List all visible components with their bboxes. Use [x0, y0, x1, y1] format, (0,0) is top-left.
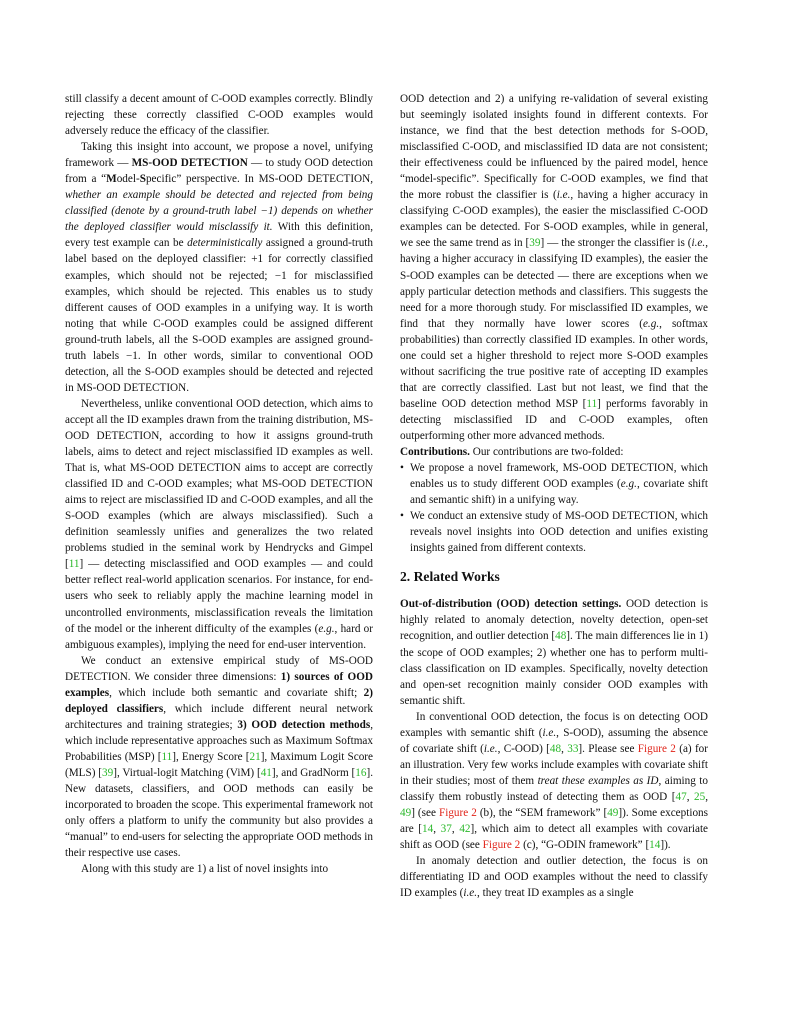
- citation-link[interactable]: 49: [400, 806, 412, 819]
- left-paragraph-5: Along with this study are 1) a list of novel insights into: [81, 863, 329, 876]
- left-paragraph-1: still classify a decent amount of C-OOD examples correctly. Blindly rejecting these correctly classified C-OOD examples would adversely reduce the efficacy of the classifier.: [65, 93, 373, 138]
- left-paragraph-4: We conduct an extensive empirical study of MS-OOD DETECTION. We consider three dimensions: 1) sources of OOD examples, which include both semantic and covariate shift; 2) deployed classifiers, which include different neural network architectures and training strategies; 3) OOD detection methods, which include representative approaches such as Maximum Softmax Probabilities (MSP) [11], Energy Score [21], Maximum Logit Score (MLS) [39], Virtual-logit Matching (ViM) [41], and GradNorm [16]. New datasets, classifiers, and OOD methods can easily be incorporated to broaden the scope. This experimental framework not only offers a platform to unify the community but also provides a “manual” to end-users for selecting the appropriate OOD methods in their respective use cases.: [65, 654, 374, 860]
- section-title-related-works: 2. Related Works: [400, 569, 500, 585]
- bullet-icon: •: [400, 510, 404, 523]
- citation-link[interactable]: 49: [607, 806, 619, 819]
- list-item: • We propose a novel framework, MS-OOD DETECTION, which enables us to study different OOD examples (e.g., covariate shift and semantic shift) in a unifying way.: [400, 462, 708, 507]
- citation-link[interactable]: 39: [102, 766, 114, 779]
- figure-link[interactable]: Figure 2: [637, 742, 676, 755]
- citation-link[interactable]: 42: [459, 823, 471, 836]
- left-paragraph-3: Nevertheless, unlike conventional OOD detection, which aims to accept all the ID examples drawn from the training distribution, MS-OOD DETECTION, according to how it assigns ground-truth labels, aims to detect and reject misclassified ID examples as well. That is, what MS-OOD DETECTION aims to accept are correctly classified ID and C-OOD examples; what MS-OOD DETECTION aims to reject are misclassified ID and C-OOD examples, and all the S-OOD examples (which are always misclassified). Such a definition seamlessly unifies and generalizes the two related problems studied in the seminal work by Hendrycks and Gimpel [11] — detecting misclassified and OOD examples — and could better reflect real-world application scenarios. For instance, for end-users who seek to reliably apply the machine learning model in uncontrolled environments, misclassification reveals the limitation of the model or the inherent difficulty of the examples (e.g., hard or ambiguous examples), implying the need for end-user intervention.: [65, 397, 374, 651]
- figure-link[interactable]: Figure 2: [438, 806, 477, 819]
- right-paragraph-3: In conventional OOD detection, the focus is on detecting OOD examples with semantic shift (i.e., S-OOD), assuming the absence of covariate shift (i.e., C-OOD) [48, 33]. Please see Figure 2 (a) for an illustration. Very few works include examples with covariate shift in their studies; most of them treat these examples as ID, aiming to classify them robustly instead of detecting them as OOD [47, 25, 49] (see Figure 2 (b), the “SEM framework” [49]). Some exceptions are [14, 37, 42], which aim to detect all examples with covariate shift as OOD (see Figure 2 (c), “G-ODIN framework” [14]).: [400, 710, 709, 852]
- contributions-list: [400, 460, 708, 556]
- right-column: [400, 91, 708, 901]
- citation-link[interactable]: 14: [422, 823, 434, 836]
- bullet-icon: •: [400, 462, 404, 475]
- contributions-heading: Contributions. Our contributions are two-folded:: [400, 446, 624, 459]
- left-paragraph-2: Taking this insight into account, we propose a novel, unifying framework — MS-OOD DETECTION — to study OOD detection from a “Model-Specific” perspective. In MS-OOD DETECTION, whether an example should be detected and rejected from being classified (denote by a ground-truth label −1) depends on whether the deployed classifier would misclassify it. With this definition, every test example can be deterministically assigned a ground-truth label based on the deployed classifier: +1 for correctly classified examples, which should not be rejected; −1 for misclassified examples, which should be rejected. This enables us to study different causes of OOD examples in a unifying way. It is worth noting that while C-OOD examples could be assigned different ground-truth labels, all the S-OOD examples are assigned ground-truth labels −1. In other words, similar to conventional OOD detection, all the S-OOD examples should be detected and rejected in MS-OOD DETECTION.: [65, 141, 374, 394]
- citation-link[interactable]: 11: [161, 750, 173, 763]
- citation-link[interactable]: 37: [440, 823, 452, 836]
- citation-link[interactable]: 48: [549, 742, 562, 755]
- citation-link[interactable]: 11: [68, 558, 80, 571]
- figure-link[interactable]: Figure 2: [482, 839, 521, 852]
- citation-link[interactable]: 48: [555, 630, 567, 643]
- citation-link[interactable]: 14: [649, 839, 661, 852]
- citation-link[interactable]: 21: [249, 750, 261, 763]
- citation-link[interactable]: 41: [260, 766, 272, 779]
- citation-link[interactable]: 25: [694, 790, 706, 803]
- right-paragraph-1: OOD detection and 2) a unifying re-validation of several existing but seemingly isolated insights found in different contexts. For instance, we find that the best detection methods for S-OOD, misclassified C-OOD, and misclassified ID data are not consistent; their effectiveness could be influenced by the paired model, hence “model-specific”. Specifically for C-OOD examples, we find that the more robust the classifier is (i.e., having a higher accuracy in classifying C-OOD examples), the easier the misclassified C-OOD examples can be detected. For S-OOD examples, while in general, we see the same trend as in [39] — the stronger the classifier is (i.e., having a higher accuracy in classifying ID examples), the easier the S-OOD examples can be detected — there are exceptions when we apply particular detection methods and classifiers. This suggests the need for a more thorough study. For misclassified ID examples, we find that they normally have lower scores (e.g., softmax probabilities) than correctly classified ID examples. In other words, one could set a higher threshold to reject more S-OOD examples without sacrificing the true positive rate of accepting ID examples that are correctly classified. Last but not least, we find that the baseline OOD detection method MSP [11] performs favorably in detecting misclassified ID and C-OOD examples, often outperforming other more advanced methods.: [400, 93, 708, 442]
- citation-link[interactable]: 39: [529, 237, 541, 250]
- citation-link[interactable]: 11: [586, 397, 598, 410]
- list-item: • We conduct an extensive study of MS-OOD DETECTION, which reveals novel insights into OOD detection and unifies existing insights gained from different contexts.: [400, 510, 709, 555]
- right-paragraph-4: In anomaly detection and outlier detection, the focus is on differentiating ID and OOD examples without the need to classify ID examples (i.e., they treat ID examples as a single: [400, 855, 708, 900]
- left-column: [65, 91, 373, 877]
- citation-link[interactable]: 47: [675, 790, 687, 803]
- right-paragraph-2: Out-of-distribution (OOD) detection settings. OOD detection is highly related to anomaly detection, novelty detection, open-set recognition, and outlier detection [48]. The main differences lie in 1) the scope of OOD examples; 2) whether one has to perform multi-class classification on ID examples. Specifically, novelty detection and open-set recognition mainly consider OOD examples with semantic shift.: [400, 598, 708, 707]
- citation-link[interactable]: 33: [567, 742, 579, 755]
- citation-link[interactable]: 16: [355, 766, 367, 779]
